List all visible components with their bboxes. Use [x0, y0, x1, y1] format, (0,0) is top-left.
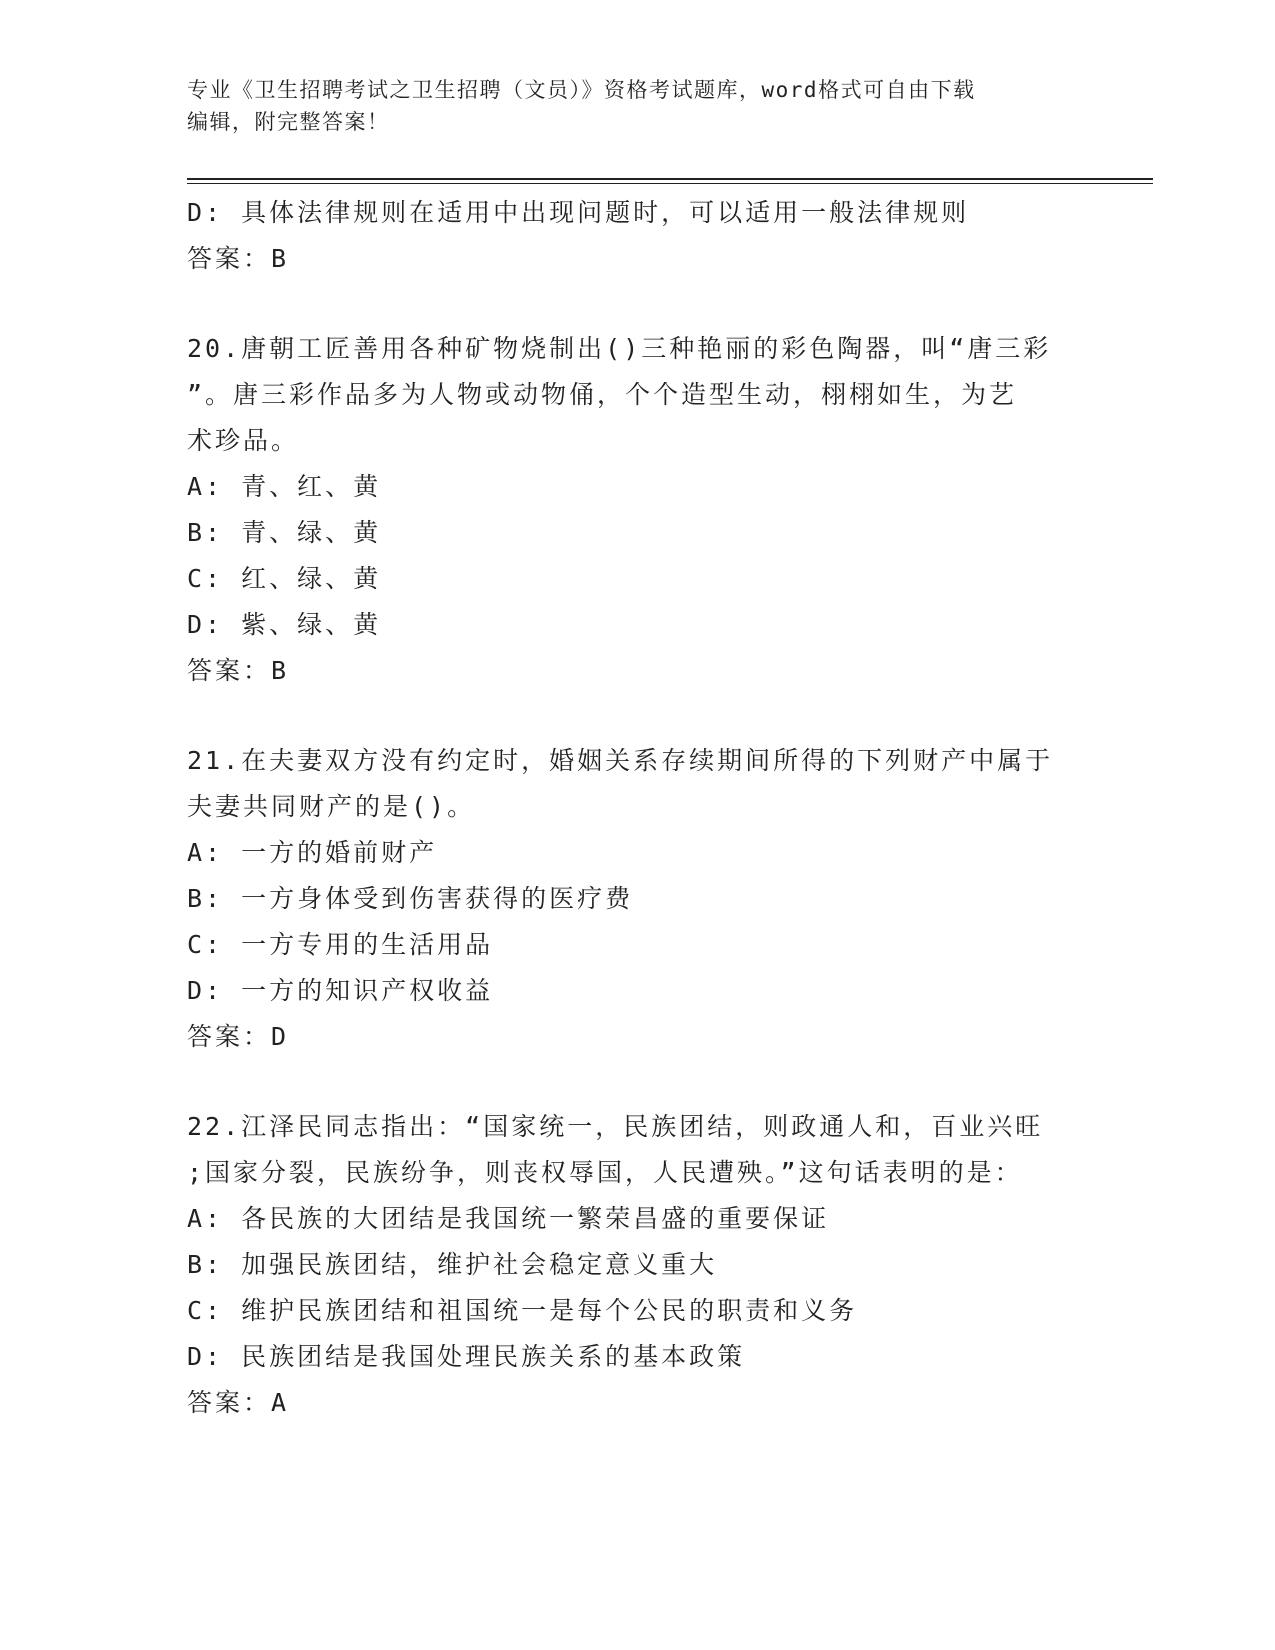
option-a: A: 各民族的大团结是我国统一繁荣昌盛的重要保证 [187, 1204, 830, 1233]
option-c: C: 红、绿、黄 [187, 564, 382, 593]
previous-question-tail [187, 190, 1087, 282]
question-line: 20.唐朝工匠善用各种矿物烧制出()三种艳丽的彩色陶器，叫“唐三彩 [187, 334, 1052, 363]
header-line-1: 专业《卫生招聘考试之卫生招聘（文员）》资格考试题库，word格式可自由下载 [187, 78, 976, 102]
question-text [187, 738, 1087, 830]
question-line: ;国家分裂，民族纷争，则丧权辱国，人民遭殃。”这句话表明的是： [187, 1158, 1023, 1187]
header-divider-thick [187, 178, 1153, 180]
option-d: D: 一方的知识产权收益 [187, 976, 494, 1005]
option-d: D: 具体法律规则在适用中出现问题时，可以适用一般法律规则 [187, 198, 970, 227]
question-20 [187, 326, 1087, 694]
question-line: 22.江泽民同志指出：“国家统一，民族团结，则政通人和，百业兴旺 [187, 1112, 1044, 1141]
option-b: B: 一方身体受到伤害获得的医疗费 [187, 884, 634, 913]
option-d: D: 民族团结是我国处理民族关系的基本政策 [187, 1342, 746, 1371]
question-text [187, 1104, 1087, 1196]
answer-line: 答案：A [187, 1388, 290, 1417]
option-a: A: 一方的婚前财产 [187, 838, 438, 867]
option-d: D: 紫、绿、黄 [187, 610, 382, 639]
question-line: 夫妻共同财产的是()。 [187, 792, 476, 821]
option-b: B: 青、绿、黄 [187, 518, 382, 547]
question-line: 术珍品。 [187, 426, 300, 455]
question-line: ”。唐三彩作品多为人物或动物俑，个个造型生动，栩栩如生，为艺 [187, 380, 1018, 409]
answer-line: 答案：B [187, 244, 290, 273]
question-21 [187, 738, 1087, 1060]
question-22 [187, 1104, 1087, 1426]
answer-line: 答案：B [187, 656, 290, 685]
option-b: B: 加强民族团结，维护社会稳定意义重大 [187, 1250, 718, 1279]
header-line-2: 编辑，附完整答案！ [187, 110, 390, 134]
header-divider-thin [187, 183, 1153, 184]
answer-line: 答案：D [187, 1022, 290, 1051]
question-line: 21.在夫妻双方没有约定时，婚姻关系存续期间所得的下列财产中属于 [187, 746, 1054, 775]
option-c: C: 一方专用的生活用品 [187, 930, 494, 959]
question-text [187, 326, 1087, 464]
question-list [187, 190, 1087, 1426]
option-c: C: 维护民族团结和祖国统一是每个公民的职责和义务 [187, 1296, 858, 1325]
option-a: A: 青、红、黄 [187, 472, 382, 501]
document-header [187, 74, 1087, 138]
